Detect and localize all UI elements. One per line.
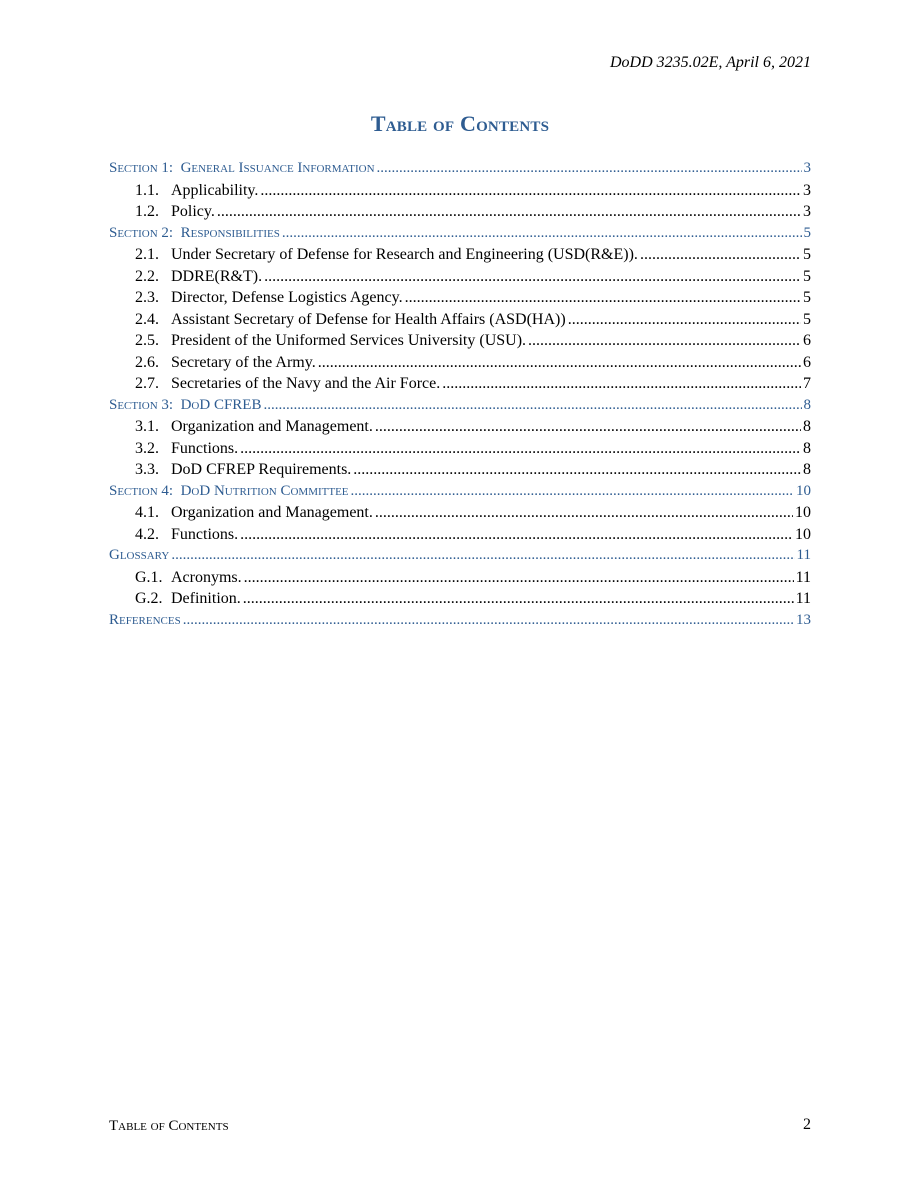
toc-entry-label xyxy=(109,158,375,180)
toc-entry-label xyxy=(135,438,238,460)
toc-entry-label xyxy=(135,416,373,438)
toc-entry-number: 3.2. xyxy=(135,439,159,457)
toc-dot-leader xyxy=(318,352,801,374)
toc-entry-label xyxy=(135,309,566,331)
toc-entry-label xyxy=(109,223,280,245)
toc-entry-text: General Issuance Information xyxy=(180,160,375,176)
toc-page-number: 5 xyxy=(803,267,811,285)
toc-entry-label xyxy=(135,373,440,395)
page-title: Table of Contents xyxy=(370,111,550,136)
toc-page-number: 7 xyxy=(803,375,811,392)
toc-entry-number: Section 3: xyxy=(109,396,174,413)
toc-entry-text: Secretary of the Army. xyxy=(171,353,316,371)
toc-item-link[interactable] xyxy=(109,588,811,610)
toc-entry-text: Functions. xyxy=(171,439,239,457)
toc-dot-leader xyxy=(171,545,794,567)
toc-dot-leader xyxy=(240,524,793,546)
toc-entry-label xyxy=(135,244,638,266)
toc-entry-label xyxy=(109,481,349,503)
toc-page-number: 5 xyxy=(803,246,811,263)
toc-dot-leader xyxy=(405,287,801,309)
toc-entry-text: DoD Nutrition Committee xyxy=(180,482,349,499)
toc-item-link[interactable] xyxy=(109,373,811,395)
toc-entry-number: 2.4. xyxy=(135,310,159,328)
toc-entry-text: Director, Defense Logistics Agency. xyxy=(171,289,403,306)
toc-entry-text: Secretaries of the Navy and the Air Force. xyxy=(171,375,441,392)
toc-page-number: 6 xyxy=(803,332,811,349)
toc-dot-leader xyxy=(640,244,801,266)
toc-entry-number: 1.2. xyxy=(135,203,159,220)
toc-page-number: 5 xyxy=(803,289,811,306)
toc-dot-leader xyxy=(528,330,801,352)
toc-entry-text: DDRE(R&T). xyxy=(171,267,263,285)
toc-entry-text: Organization and Management. xyxy=(171,418,373,435)
toc-entry-text: Acronyms. xyxy=(171,568,242,586)
toc-page-number: 11 xyxy=(796,547,811,563)
toc-dot-leader xyxy=(263,395,801,417)
toc-section-link[interactable] xyxy=(109,610,811,632)
toc-section-link[interactable] xyxy=(109,158,811,180)
footer-page-number: 2 xyxy=(803,1116,811,1133)
toc-dot-leader xyxy=(243,588,794,610)
toc-dot-leader xyxy=(568,309,801,331)
toc-entry-number: 4.2. xyxy=(135,525,159,543)
toc-entry-number: 3.1. xyxy=(135,418,159,435)
toc-entry-label xyxy=(135,180,258,202)
toc-item-link[interactable] xyxy=(109,287,811,309)
toc-item-link[interactable] xyxy=(109,459,811,481)
toc-dot-leader xyxy=(353,459,801,481)
toc-entry-text: DoD CFREP Requirements. xyxy=(171,461,352,478)
toc-entry-label xyxy=(135,524,238,546)
toc-entry-number: 2.2. xyxy=(135,267,159,285)
toc-section-link[interactable] xyxy=(109,223,811,245)
toc-entry-label xyxy=(135,459,351,481)
toc-item-link[interactable] xyxy=(109,502,811,524)
toc-entry-number: 2.1. xyxy=(135,246,159,263)
toc-entry-label xyxy=(109,395,261,417)
toc-entry-text: DoD CFREB xyxy=(180,396,262,413)
toc-entry-text: Responsibilities xyxy=(180,224,280,241)
toc-page-number: 3 xyxy=(803,160,811,176)
toc-entry-number: 2.7. xyxy=(135,375,159,392)
toc-page-number: 5 xyxy=(803,310,811,328)
toc-entry-text: Policy. xyxy=(171,203,215,220)
toc-entry-text: Definition. xyxy=(171,590,241,607)
toc-page-number: 6 xyxy=(803,353,811,371)
toc-dot-leader xyxy=(264,266,801,288)
toc-item-link[interactable] xyxy=(109,416,811,438)
toc-entry-label xyxy=(135,287,403,309)
toc-item-link[interactable] xyxy=(109,266,811,288)
toc-page-number: 8 xyxy=(803,461,811,478)
toc-page-number: 8 xyxy=(803,418,811,435)
toc-entry-number: G.2. xyxy=(135,590,163,607)
toc-entry-text: Under Secretary of Defense for Research and Engineering (USD(R&E)). xyxy=(171,246,638,263)
toc-entry-text: President of the Uniformed Services University (USU). xyxy=(171,332,527,349)
toc-dot-leader xyxy=(351,481,794,503)
toc-dot-leader xyxy=(240,438,801,460)
toc-entry-label xyxy=(135,330,526,352)
toc-page-number: 10 xyxy=(795,504,811,521)
toc-item-link[interactable] xyxy=(109,352,811,374)
toc-item-link[interactable] xyxy=(109,244,811,266)
toc-page-number: 10 xyxy=(795,525,811,543)
toc-entry-number: G.1. xyxy=(135,568,163,586)
toc-page-number: 11 xyxy=(795,590,811,607)
toc-entry-number: 2.6. xyxy=(135,353,159,371)
toc-dot-leader xyxy=(282,223,802,245)
toc-section-link[interactable] xyxy=(109,545,811,567)
toc-dot-leader xyxy=(260,180,801,202)
toc-page-number: 3 xyxy=(803,203,811,220)
toc-item-link[interactable] xyxy=(109,201,811,223)
toc-item-link[interactable] xyxy=(109,309,811,331)
toc-entry-text: Glossary xyxy=(109,547,170,563)
toc-entry-label xyxy=(135,502,373,524)
toc-entry-number: 3.3. xyxy=(135,461,159,478)
toc-entry-text: Functions. xyxy=(171,525,239,543)
toc-page-number: 13 xyxy=(796,611,811,628)
toc-entry-number: 2.5. xyxy=(135,332,159,349)
toc-entry-text: Assistant Secretary of Defense for Health Affairs (ASD(HA)) xyxy=(171,310,566,328)
toc-entry-text: Organization and Management. xyxy=(171,504,373,521)
toc-page-number: 8 xyxy=(803,439,811,457)
toc-entry-text: Applicability. xyxy=(171,181,259,199)
toc-page-number: 10 xyxy=(796,482,811,499)
toc-dot-leader xyxy=(377,158,802,180)
toc-item-link[interactable] xyxy=(109,180,811,202)
toc-dot-leader xyxy=(375,502,793,524)
toc-dot-leader xyxy=(183,610,794,632)
table-of-contents xyxy=(109,158,811,631)
toc-page-number: 8 xyxy=(803,396,811,413)
toc-page-number: 3 xyxy=(803,181,811,199)
toc-section-link[interactable] xyxy=(109,395,811,417)
toc-entry-number: Section 4: xyxy=(109,482,174,499)
footer-section-name: Table of Contents xyxy=(109,1118,229,1134)
header-document-id: DoDD 3235.02E, April 6, 2021 xyxy=(609,54,811,71)
toc-entry-label xyxy=(135,352,316,374)
toc-entry-label xyxy=(135,201,215,223)
toc-entry-label xyxy=(109,545,169,567)
toc-entry-label xyxy=(109,610,181,632)
toc-entry-number: Section 2: xyxy=(109,224,174,241)
toc-page-number: 11 xyxy=(795,568,811,586)
toc-item-link[interactable] xyxy=(109,524,811,546)
toc-page-number: 5 xyxy=(803,224,811,241)
toc-dot-leader xyxy=(244,567,794,589)
toc-entry-label xyxy=(135,266,262,288)
toc-entry-text: References xyxy=(109,611,181,628)
toc-dot-leader xyxy=(442,373,801,395)
toc-item-link[interactable] xyxy=(109,567,811,589)
toc-entry-label xyxy=(135,588,241,610)
toc-dot-leader xyxy=(375,416,801,438)
toc-entry-number: 2.3. xyxy=(135,289,159,306)
toc-entry-label xyxy=(135,567,242,589)
toc-entry-number: Section 1: xyxy=(109,160,174,176)
toc-entry-number: 1.1. xyxy=(135,181,159,199)
toc-entry-number: 4.1. xyxy=(135,504,159,521)
toc-item-link[interactable] xyxy=(109,330,811,352)
toc-section-link[interactable] xyxy=(109,481,811,503)
toc-item-link[interactable] xyxy=(109,438,811,460)
toc-dot-leader xyxy=(217,201,801,223)
